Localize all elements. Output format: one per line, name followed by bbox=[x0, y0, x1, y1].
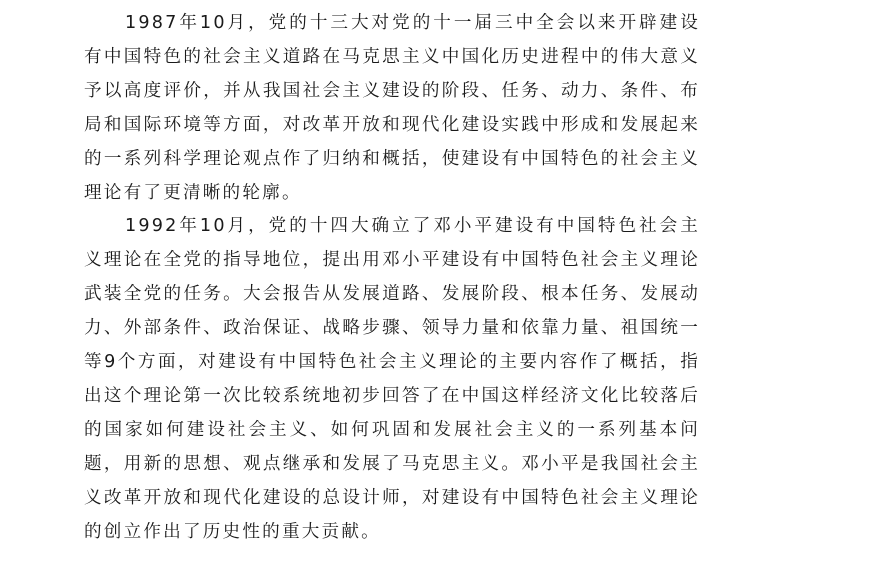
paragraph-1992-congress: 1992年10月，党的十四大确立了邓小平建设有中国特色社会主义理论在全党的指导地位，提出用邓小平建设有中国特色社会主义理论武装全党的任务。大会报告从发展道路、发展阶段、根本任务、发展动力、外部条件、政治保证、战略步骤、领导力量和依靠力量、祖国统一等9个方面，对建设有中国特色社会主义理论的主要内容作了概括，指出这个理论第一次比较系统地初步回答了在中国这样经济文化比较落后的国家如何建设社会主义、如何巩固和发展社会主义的一系列基本问题，用新的思想、观点继承和发展了马克思主义。邓小平是我国社会主义改革开放和现代化建设的总设计师，对建设有中国特色社会主义理论的创立作出了历史性的重大贡献。 bbox=[84, 216, 700, 542]
document-body bbox=[84, 0, 700, 550]
paragraph-1987-congress: 1987年10月，党的十三大对党的十一届三中全会以来开辟建设有中国特色的社会主义道路在马克思主义中国化历史进程中的伟大意义予以高度评价，并从我国社会主义建设的阶段、任务、动力、条件、布局和国际环境等方面，对改革开放和现代化建设实践中形成和发展起来的一系列科学理论观点作了归纳和概括，使建设有中国特色的社会主义理论有了更清晰的轮廓。 bbox=[84, 13, 700, 203]
